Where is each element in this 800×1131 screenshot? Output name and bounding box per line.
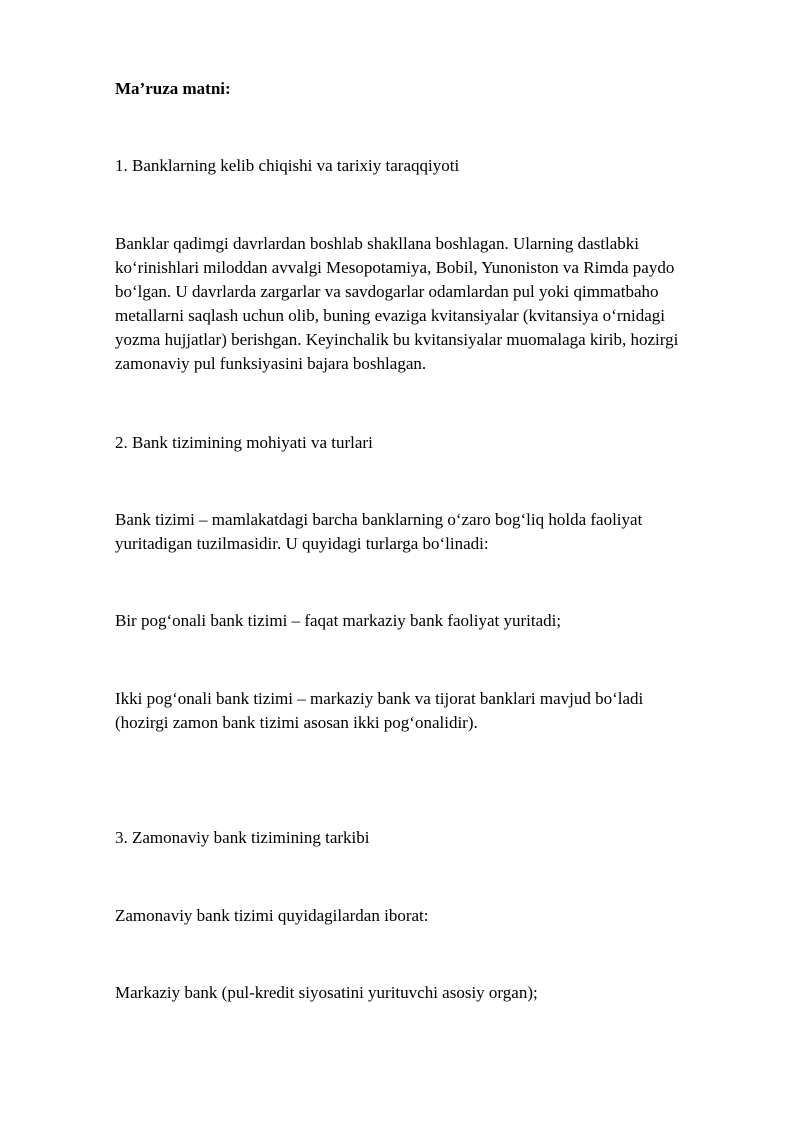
section-3-heading: 3. Zamonaviy bank tizimining tarkibi	[115, 828, 370, 847]
section-3-item-1: Markaziy bank (pul-kredit siyosatini yurituvchi asosiy organ);	[115, 983, 538, 1002]
section-2-heading: 2. Bank tizimining mohiyati va turlari	[115, 433, 373, 452]
document-title: Ma’ruza matni:	[115, 79, 231, 98]
paragraph-line: bo‘lgan. U davrlarda zargarlar va savdogarlar odamlardan pul yoki qimmatbaho	[115, 282, 659, 301]
paragraph-line: Bank tizimi – mamlakatdagi barcha banklarning o‘zaro bog‘liq holda faoliyat	[115, 510, 643, 529]
section-3-intro: Zamonaviy bank tizimi quyidagilardan iborat:	[115, 906, 429, 925]
paragraph-line: ko‘rinishlari miloddan avvalgi Mesopotamiya, Bobil, Yunoniston va Rimda paydo	[115, 258, 675, 277]
section-2-item-2	[115, 687, 715, 735]
paragraph-line: yuritadigan tuzilmasidir. U quyidagi turlarga bo‘linadi:	[115, 534, 489, 553]
paragraph-line: yozma hujjatlar) berishgan. Keyinchalik bu kvitansiyalar muomalaga kirib, hozirgi	[115, 330, 679, 349]
section-2-item-1: Bir pog‘onali bank tizimi – faqat markaziy bank faoliyat yuritadi;	[115, 611, 562, 630]
paragraph-line: (hozirgi zamon bank tizimi asosan ikki pog‘onalidir).	[115, 713, 478, 732]
paragraph-line: Ikki pog‘onali bank tizimi – markaziy bank va tijorat banklari mavjud bo‘ladi	[115, 689, 644, 708]
paragraph-line: metallarni saqlash uchun olib, buning evaziga kvitansiyalar (kvitansiya o‘rnidagi	[115, 306, 665, 325]
section-1-paragraph	[115, 232, 715, 376]
paragraph-line: zamonaviy pul funksiyasini bajara boshlagan.	[115, 354, 427, 373]
section-1-heading: 1. Banklarning kelib chiqishi va tarixiy taraqqiyoti	[115, 156, 460, 175]
section-2-intro	[115, 508, 715, 556]
paragraph-line: Banklar qadimgi davrlardan boshlab shakllana boshlagan. Ularning dastlabki	[115, 234, 640, 253]
